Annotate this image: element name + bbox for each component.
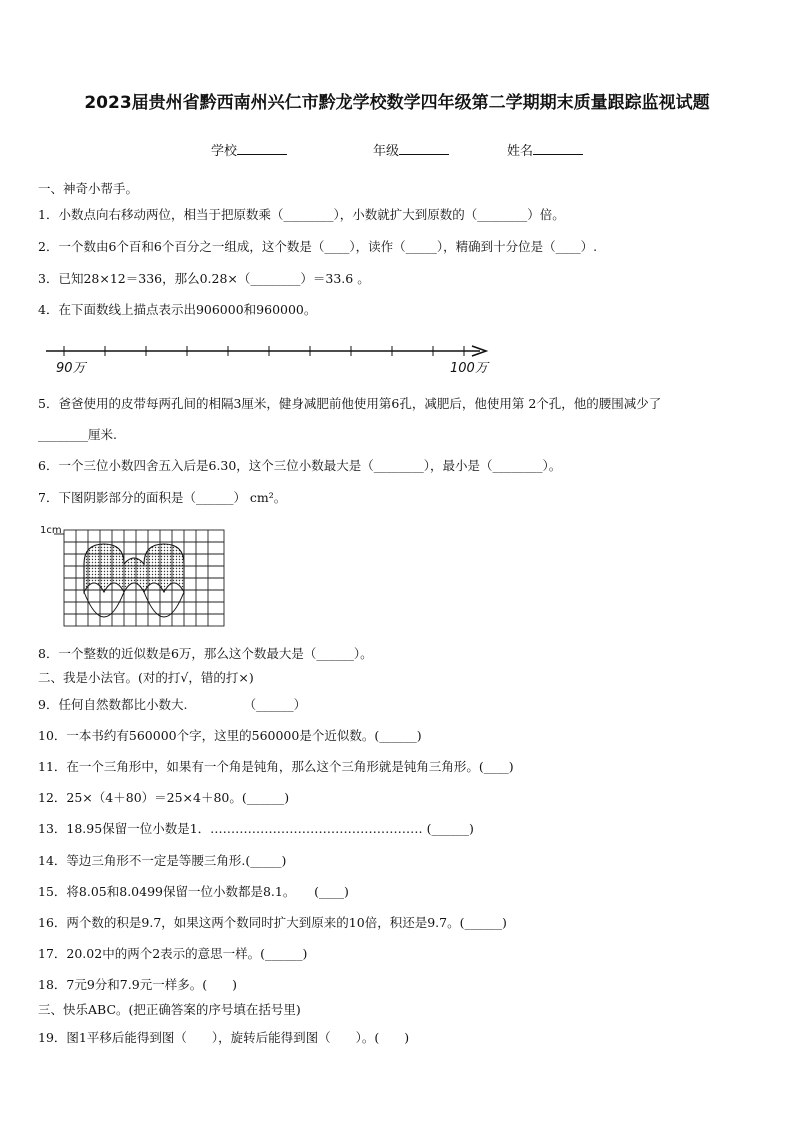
question-12: 12．25×（4＋80）＝25×4＋80。(______) [38,790,290,805]
number-line-figure [40,340,500,376]
question-3: 3．已知28×12＝336，那么0.28×（________）＝33.6 。 [38,271,370,286]
grid-svg [40,522,230,632]
grid-unit-label: 1cm [40,525,62,536]
shaded-area-grid-figure [40,522,230,632]
question-9: 9．任何自然数都比小数大. （______） [38,697,307,712]
question-2: 2．一个数由6个百和6个百分之一组成，这个数是（____），读作（_____），精确到十分位是（____）. [38,239,598,254]
question-18: 18．7元9分和7.9元一样多。( ) [38,977,237,992]
question-14: 14．等边三角形不一定是等腰三角形.(_____) [38,853,287,868]
section-2-heading: 二、我是小法官。(对的打√，错的打×) [38,670,254,685]
question-5-line-2: ________厘米. [38,427,117,442]
question-16: 16．两个数的积是9.7，如果这两个数同时扩大到原来的10倍，积还是9.7。(______) [38,915,507,930]
question-19: 19．图1平移后能得到图（ ），旋转后能得到图（ ）。( ) [38,1030,410,1045]
section-1-heading: 一、神奇小帮手。 [38,181,139,196]
question-17: 17．20.02中的两个2表示的意思一样。(______) [38,946,308,961]
question-15: 15．将8.05和8.0499保留一位小数都是8.1。 (____) [38,884,349,899]
question-11: 11．在一个三角形中，如果有一个角是钝角，那么这个三角形就是钝角三角形。(____) [38,759,514,774]
question-1: 1．小数点向右移动两位，相当于把原数乘（________），小数就扩大到原数的（________）倍。 [38,207,565,222]
question-10: 10．一本书约有560000个字，这里的560000是个近似数。(______) [38,728,422,743]
school-label: 学校 [211,144,238,159]
school-field[interactable] [211,140,287,159]
question-7: 7．下图阴影部分的面积是（______） cm²。 [38,490,287,505]
number-line-start-label: 90万 [56,361,86,376]
grade-field[interactable] [373,140,449,159]
name-blank[interactable] [533,142,583,155]
exam-title: 2023届贵州省黔西南州兴仁市黔龙学校数学四年级第二学期期末质量跟踪监视试题 [84,93,710,113]
grade-blank[interactable] [399,142,449,155]
school-blank[interactable] [237,142,287,155]
name-label: 姓名 [507,144,534,159]
question-5-line-1: 5．爸爸使用的皮带每两孔间的相隔3厘米，健身减肥前他使用第6孔，减肥后，他使用第 2个孔，他的腰围减少了 [38,396,662,411]
question-13: 13．18.95保留一位小数是1．…………………………………………… (______) [38,821,474,836]
question-4: 4．在下面数线上描点表示出906000和960000。 [38,302,317,317]
grade-label: 年级 [373,144,400,159]
number-line-end-label: 100万 [450,361,488,376]
question-8: 8．一个整数的近似数是6万，那么这个数最大是（______）。 [38,646,373,661]
name-field[interactable] [507,140,583,159]
number-line-svg [40,340,500,376]
section-3-heading: 三、快乐ABC。(把正确答案的序号填在括号里) [38,1002,301,1017]
question-6: 6．一个三位小数四舍五入后是6.30，这个三位小数最大是（________），最小是（________）。 [38,458,562,473]
